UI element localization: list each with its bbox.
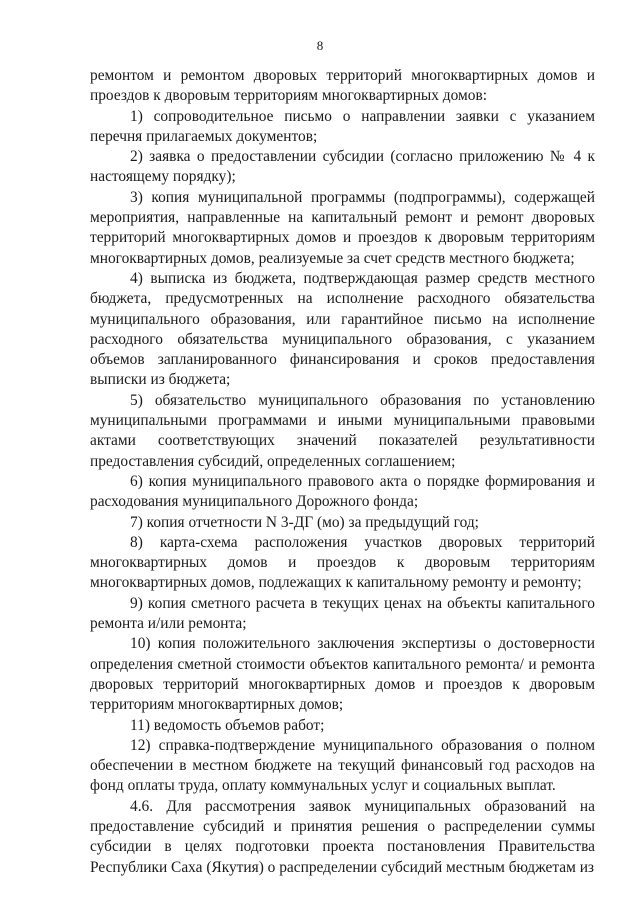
list-item-7: 7) копия отчетности N 3-ДГ (мо) за предыдущий год;: [130, 513, 479, 531]
list-item-4: 4) выписка из бюджета, подтверждающая размер средств местного бюджета, предусмотренных на исполнение расходного обязательства муниципального образования, или гарантийное письмо на исполнение расходного обязательства муниципального образования, с указанием объемов запланированного финансирования и сроков предоставления выписки из бюджета;: [90, 269, 595, 389]
list-item-1: 1) сопроводительное письмо о направлении заявки с указанием перечня прилагаемых документов;: [90, 107, 595, 145]
list-item-11: 11) ведомость объемов работ;: [130, 716, 325, 734]
list-item-8: 8) карта-схема расположения участков дворовых территорий многоквартирных домов и проездов к дворовым территориям многоквартирных домов, подлежащих к капитальному ремонту и ремонту;: [90, 533, 595, 592]
list-item-3: 3) копия муниципальной программы (подпрограммы), содержащей мероприятия, направленные на капитальный ремонт и ремонт дворовых территорий многоквартирных домов и проездов к дворовым территориям многоквартирных домов, реализуемые за счет средств местного бюджета;: [90, 188, 595, 267]
list-item-5: 5) обязательство муниципального образования по установлению муниципальными программами и иными муниципальными правовыми актами соответствующих значений показателей результативности предоставления субсидий, определенных соглашением;: [90, 391, 595, 470]
document-body: [90, 66, 595, 878]
page-number: 8: [316, 38, 324, 53]
list-item-10: 10) копия положительного заключения экспертизы о достоверности определения сметной стоимости объектов капитального ремонта/ и ремонта дворовых территорий многоквартирных домов и проездов к дворовым территориям многоквартирных домов;: [90, 635, 595, 714]
list-item-6: 6) копия муниципального правового акта о порядке формирования и расходования муниципального Дорожного фонда;: [90, 472, 595, 511]
list-item-2: 2) заявка о предоставлении субсидии (согласно приложению № 4 к настоящему порядку);: [90, 148, 595, 186]
list-item-12: 12) справка-подтверждение муниципального образования о полном обеспечении в местном бюджете на текущий финансовый год расходов на фонд оплаты труда, оплату коммунальных услуг и социальных выплат.: [90, 736, 595, 795]
paragraph-intro: ремонтом и ремонтом дворовых территорий многоквартирных домов и проездов к дворовым территориям многоквартирных домов:: [90, 67, 595, 105]
list-item-9: 9) копия сметного расчета в текущих ценах на объекты капитального ремонта и/или ремонта;: [90, 594, 595, 633]
section-4-6-paragraph: 4.6. Для рассмотрения заявок муниципальных образований на предоставление субсидий и принятия решения о распределении суммы субсидии в целях подготовки проекта постановления Правительства Республики Саха (Якутия) о распределении субсидий местным бюджетам из: [90, 797, 595, 876]
